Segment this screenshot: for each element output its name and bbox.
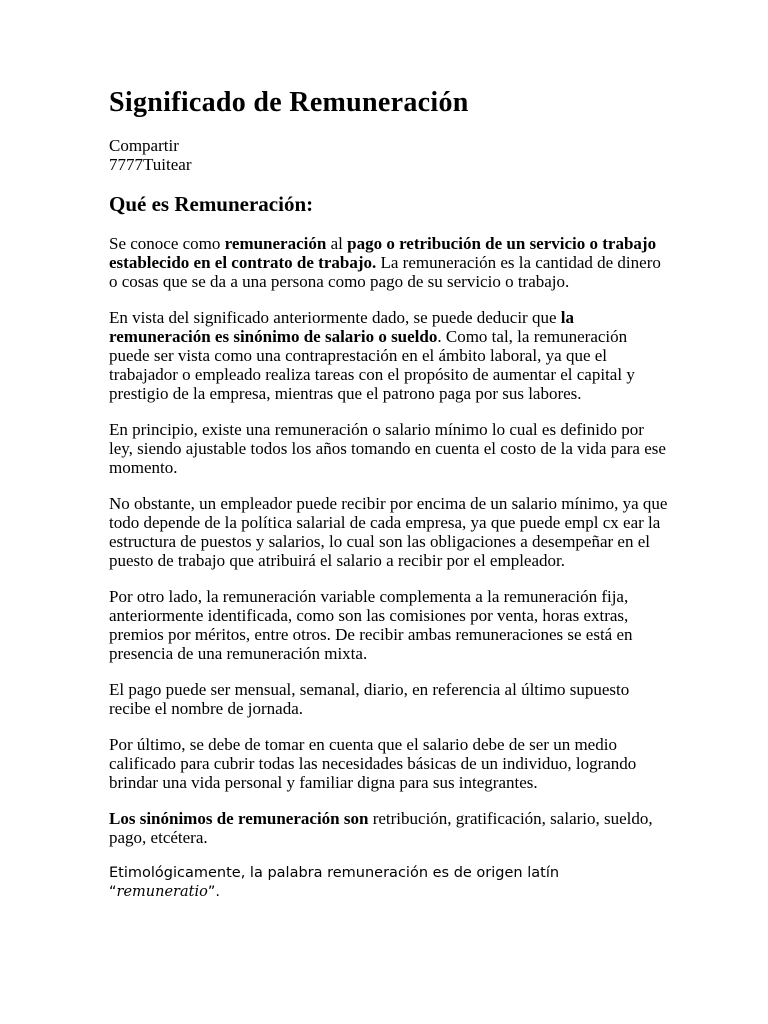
tweet-link[interactable]: 7777Tuitear [109, 155, 192, 174]
article-body [109, 234, 669, 919]
paragraph-variable-pay: Por otro lado, la remuneración variable complementa a la remuneración fija, anteriormente identificada, como son las comisiones por venta, horas extras, premios por méritos, entre otros. De recibir ambas remuneraciones se está en presencia de una remuneración mixta. [109, 587, 633, 663]
section-heading: Qué es Remuneración: [109, 192, 314, 216]
share-links [109, 136, 192, 174]
paragraph-synonym-salary: En vista del significado anteriormente dado, se puede deducir que la remuneración es sinónimo de salario o sueldo. Como tal, la remuneración puede ser vista como una contraprestación en el ámbito laboral, ya que el trabajador o empleado realiza tareas con el propósito de aumentar el capital y prestigio de la empresa, mientras que el patrono paga por sus labores. [109, 308, 635, 403]
share-link[interactable]: Compartir [109, 136, 179, 155]
page-title: Significado de Remuneración [109, 87, 469, 118]
paragraph-minimum-wage: En principio, existe una remuneración o salario mínimo lo cual es definido por ley, siendo ajustable todos los años tomando en cuenta el costo de la vida para ese momento. [109, 420, 666, 477]
paragraph-basic-needs: Por último, se debe de tomar en cuenta que el salario debe de ser un medio calificado para cubrir todas las necesidades básicas de un individuo, logrando brindar una vida personal y familiar digna para sus integrantes. [109, 735, 637, 792]
paragraph-definition: Se conoce como remuneración al pago o retribución de un servicio o trabajo establecido en el contrato de trabajo. La remuneración es la cantidad de dinero o cosas que se da a una persona como pago de su servicio o trabajo. [109, 234, 661, 291]
paragraph-etymology: Etimológicamente, la palabra remuneración es de origen latín “remuneratio”. [109, 865, 560, 900]
paragraph-pay-frequency: El pago puede ser mensual, semanal, diario, en referencia al último supuesto recibe el nombre de jornada. [109, 680, 630, 718]
paragraph-salary-policy: No obstante, un empleador puede recibir por encima de un salario mínimo, ya que todo depende de la política salarial de cada empresa, ya que puede empl cx ear la estructura de puestos y salarios, lo cual son las obligaciones a desempeñar en el puesto de trabajo que atribuirá el salario a recibir por el empleador. [109, 494, 668, 570]
paragraph-synonyms: Los sinónimos de remuneración son retribución, gratificación, salario, sueldo, pago, etcétera. [109, 809, 653, 847]
